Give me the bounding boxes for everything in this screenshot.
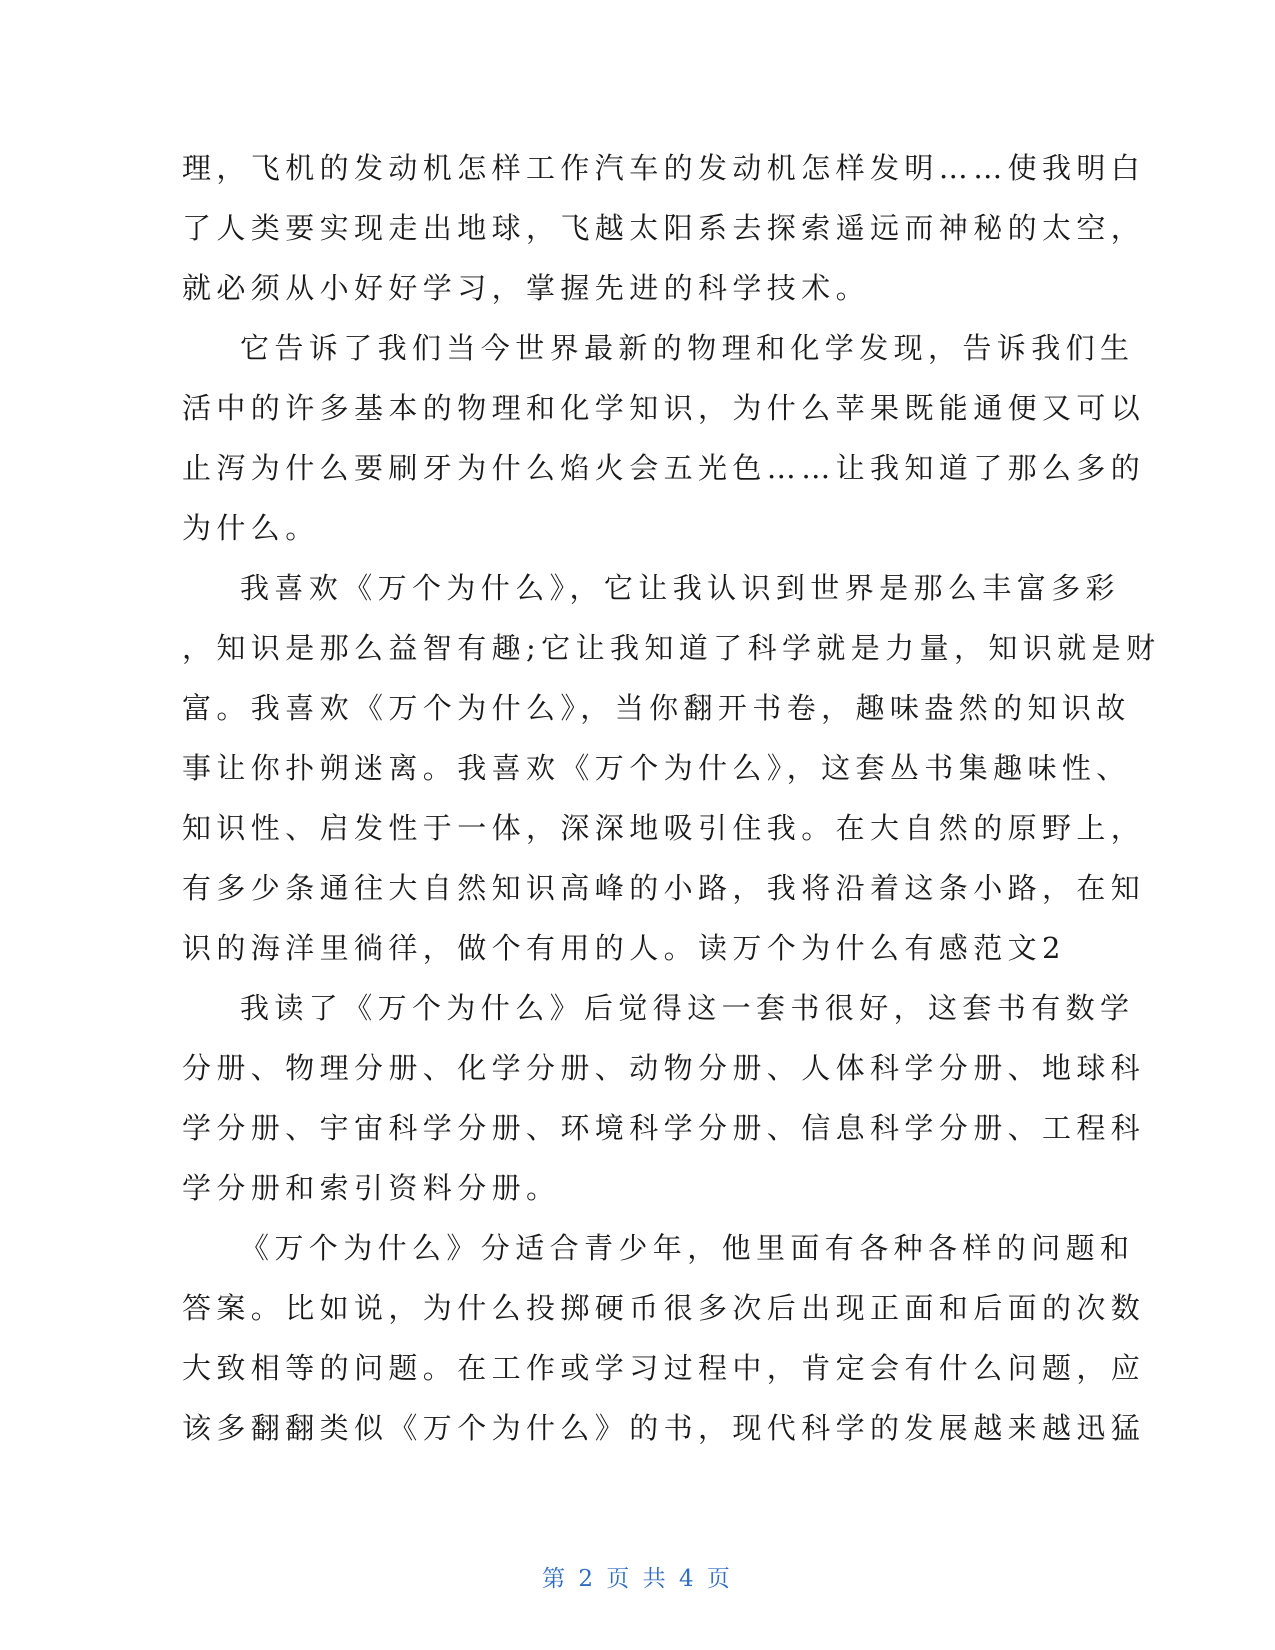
text-line: 识的海洋里徜徉，做个有用的人。读万个为什么有感范文2 [182, 931, 1066, 965]
text-line: 学分册、宇宙科学分册、环境科学分册、信息科学分册、工程科 [182, 1111, 1146, 1145]
text-line: 学分册和索引资料分册。 [182, 1171, 561, 1205]
text-line: 了人类要实现走出地球，飞越太阳系去探索遥远而神秘的太空， [182, 211, 1146, 245]
paragraph-start-line: 《万个为什么》分适合青少年，他里面有各种各样的问题和 [240, 1231, 1135, 1265]
paragraph-start-line: 它告诉了我们当今世界最新的物理和化学发现，告诉我们生 [240, 331, 1135, 365]
text-line: 大致相等的问题。在工作或学习过程中，肯定会有什么问题，应 [182, 1351, 1146, 1385]
text-line: 就必须从小好好学习，掌握先进的科学技术。 [182, 271, 871, 305]
page-number-footer: 第 2 页 共 4 页 [542, 1566, 733, 1592]
document-body [182, 138, 1161, 1458]
text-line: 富。我喜欢《万个为什么》，当你翻开书卷，趣味盎然的知识故 [182, 691, 1131, 725]
text-line: 事让你扑朔迷离。我喜欢《万个为什么》，这套丛书集趣味性、 [182, 751, 1131, 785]
text-line: 有多少条通往大自然知识高峰的小路，我将沿着这条小路，在知 [182, 871, 1146, 905]
text-line: 该多翻翻类似《万个为什么》的书，现代科学的发展越来越迅猛 [182, 1411, 1146, 1445]
text-line: 分册、物理分册、化学分册、动物分册、人体科学分册、地球科 [182, 1051, 1146, 1085]
text-line: 为什么。 [182, 511, 320, 545]
text-line: 答案。比如说，为什么投掷硬币很多次后出现正面和后面的次数 [182, 1291, 1146, 1325]
text-line: ，知识是那么益智有趣;它让我知道了科学就是力量，知识就是财 [182, 631, 1161, 665]
paragraph-start-line: 我读了《万个为什么》后觉得这一套书很好，这套书有数学 [240, 991, 1135, 1025]
text-line: 止泻为什么要刷牙为什么焰火会五光色……让我知道了那么多的 [182, 451, 1146, 485]
text-line: 活中的许多基本的物理和化学知识，为什么苹果既能通便又可以 [182, 391, 1146, 425]
text-line: 理，飞机的发动机怎样工作汽车的发动机怎样发明……使我明白 [182, 151, 1146, 185]
text-line: 知识性、启发性于一体，深深地吸引住我。在大自然的原野上， [182, 811, 1146, 845]
paragraph-start-line: 我喜欢《万个为什么》，它让我认识到世界是那么丰富多彩 [240, 571, 1120, 605]
